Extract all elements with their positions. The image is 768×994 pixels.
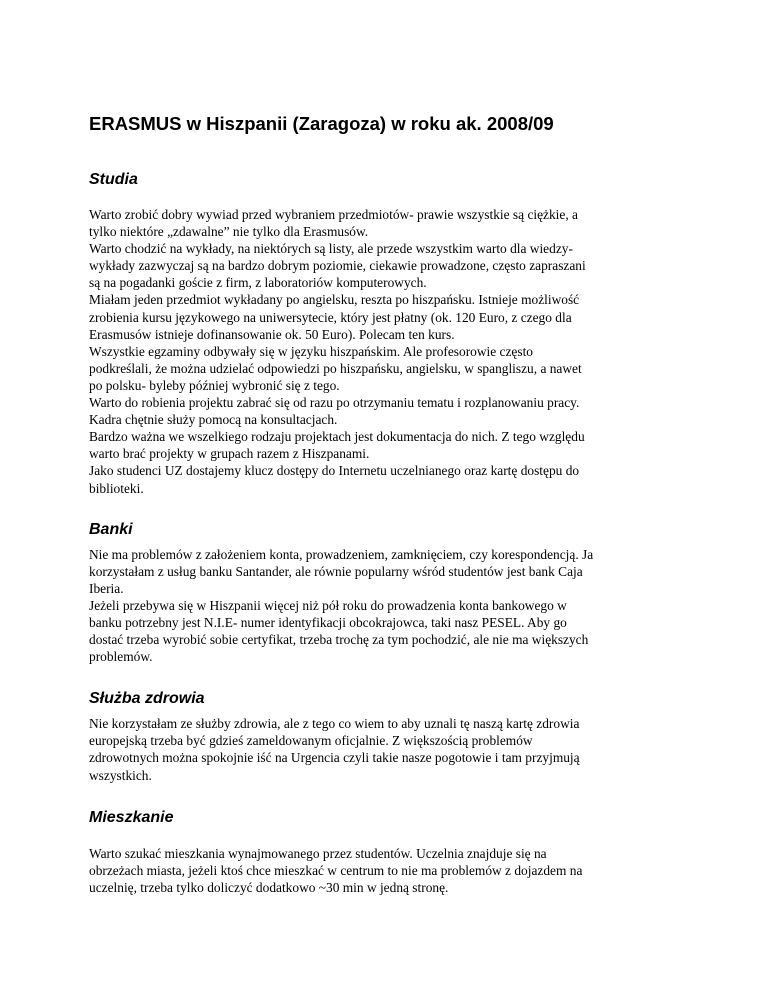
section-heading-mieszkanie: Mieszkanie bbox=[89, 808, 174, 826]
text-line: wykłady zazwyczaj są na bardzo dobrym poziomie, ciekawie prowadzone, często zapraszani bbox=[89, 258, 586, 274]
text-line: europejską trzeba być gdzieś zameldowanym oficjalnie. Z większością problemów bbox=[89, 733, 533, 749]
text-line: Miałam jeden przedmiot wykładany po angielsku, reszta po hiszpańsku. Istnieje możliwość bbox=[89, 292, 580, 308]
text-line: podkreślali, że można udzielać odpowiedzi po hiszpańsku, angielsku, w spangliszu, a nawet bbox=[89, 360, 582, 376]
document-title: ERASMUS w Hiszpanii (Zaragoza) w roku ak. 2008/09 bbox=[89, 113, 554, 134]
text-line: po polsku- byleby później wybronić się z tego. bbox=[89, 377, 340, 393]
text-line: Nie korzystałam ze służby zdrowia, ale z tego co wiem to aby uznali tę naszą kartę zdrowia bbox=[89, 716, 580, 732]
text-line: uczelnię, trzeba tylko doliczyć dodatkowo ~30 min w jedną stronę. bbox=[89, 879, 449, 895]
text-line: obrzeżach miasta, jeżeli ktoś chce mieszkać w centrum to nie ma problemów z dojazdem na bbox=[89, 862, 583, 878]
section-text-banki bbox=[89, 546, 689, 666]
text-line: Nie ma problemów z założeniem konta, prowadzeniem, zamknięciem, czy korespondencją. Ja bbox=[89, 546, 594, 562]
section-heading-sluzba-zdrowia: Służba zdrowia bbox=[89, 690, 205, 708]
text-line: tylko niektóre „zdawalne” nie tylko dla Erasmusów. bbox=[89, 224, 369, 240]
document-body bbox=[89, 112, 689, 896]
text-line: dostać trzeba wyrobić sobie certyfikat, trzeba trochę za tym pochodzić, ale nie ma większych bbox=[89, 632, 589, 648]
text-line: Erasmusów istnieje dofinansowanie ok. 50 Euro). Polecam ten kurs. bbox=[89, 326, 455, 342]
text-line: Warto chodzić na wykłady, na niektórych są listy, ale przede wszystkim warto dla wiedzy- bbox=[89, 241, 573, 257]
section-text-studia bbox=[89, 206, 689, 497]
section-heading-studia: Studia bbox=[89, 171, 138, 188]
text-line: Jako studenci UZ dostajemy klucz dostępy do Internetu uczelnianego oraz kartę dostępu do bbox=[89, 463, 580, 479]
text-line: są na pogadanki goście z firm, z laboratoriów komputerowych. bbox=[89, 275, 427, 291]
text-line: Warto zrobić dobry wywiad przed wybraniem przedmiotów- prawie wszystkie są ciężkie, a bbox=[89, 207, 578, 222]
section-text-sluzba-zdrowia bbox=[89, 715, 689, 783]
text-line: Jeżeli przebywa się w Hiszpanii więcej niż pół roku do prowadzenia konta bankowego w bbox=[89, 597, 567, 613]
section-heading-banki: Banki bbox=[89, 520, 133, 538]
text-line: Iberia. bbox=[89, 580, 124, 596]
text-line: Wszystkie egzaminy odbywały się w języku hiszpańskim. Ale profesorowie często bbox=[89, 343, 534, 359]
text-line: warto brać projekty w grupach razem z Hiszpanami. bbox=[89, 446, 370, 462]
text-line: wszystkich. bbox=[89, 767, 152, 783]
text-line: zdrowotnych można spokojnie iść na Urgencia czyli takie nasze pogotowie i tam przyjmują bbox=[89, 750, 580, 766]
text-line: Bardzo ważna we wszelkiego rodzaju projektach jest dokumentacja do nich. Z tego względu bbox=[89, 429, 585, 445]
text-line: Warto do robienia projektu zabrać się od razu po otrzymaniu tematu i rozplanowaniu pracy. bbox=[89, 395, 580, 411]
text-line: Warto szukać mieszkania wynajmowanego przez studentów. Uczelnia znajduje się na bbox=[89, 845, 547, 861]
text-line: zrobienia kursu językowego na uniwersytecie, który jest płatny (ok. 120 Euro, z czego dla bbox=[89, 309, 572, 325]
text-line: biblioteki. bbox=[89, 480, 144, 496]
section-text-mieszkanie bbox=[89, 845, 689, 896]
text-line: Kadra chętnie służy pomocą na konsultacjach. bbox=[89, 412, 338, 428]
text-line: problemów. bbox=[89, 649, 153, 665]
text-line: banku potrzebny jest N.I.E- numer identyfikacji obcokrajowca, taki nasz PESEL. Aby go bbox=[89, 614, 567, 630]
text-line: korzystałam z usług banku Santander, ale równie popularny wśród studentów jest bank Caja bbox=[89, 563, 583, 579]
